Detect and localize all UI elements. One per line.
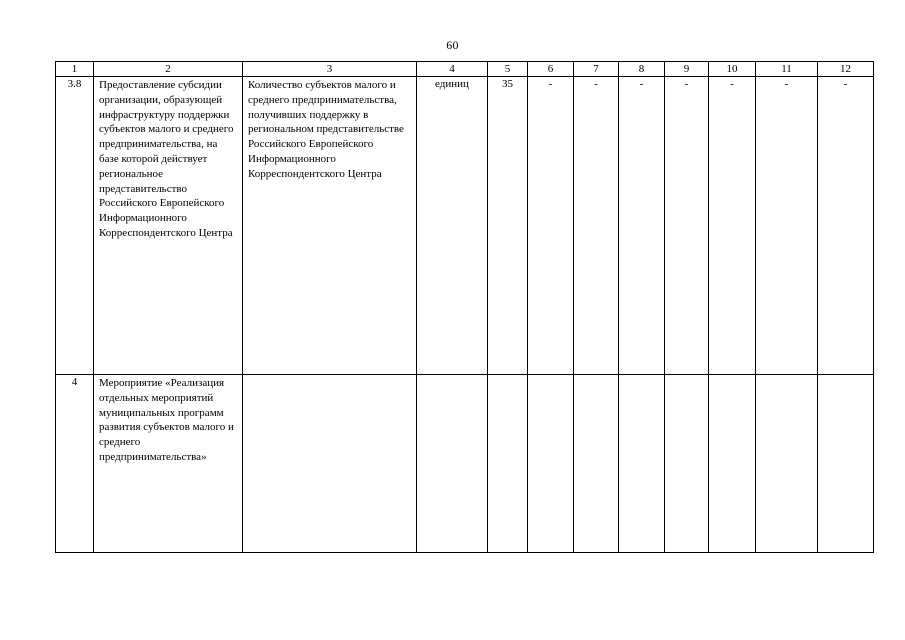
value-col-7: -: [574, 77, 619, 375]
value-col-8: [619, 375, 665, 553]
header-cell-4: 4: [417, 62, 488, 77]
event-name: Предоставление субсидии организации, образующей инфраструктуру поддержки субъектов малого и среднего предпринимательства, на базе которой действует региональное представительство Российского Европейского Информационного Корреспондентского Центра: [94, 77, 243, 375]
header-cell-7: 7: [574, 62, 619, 77]
value-col-8: -: [619, 77, 665, 375]
unit-of-measure: единиц: [417, 77, 488, 375]
page-number: 60: [446, 38, 459, 52]
value-col-6: [528, 375, 574, 553]
table-header-row: [56, 62, 874, 77]
value-col-11: -: [756, 77, 818, 375]
value-col-12: [818, 375, 874, 553]
header-cell-6: 6: [528, 62, 574, 77]
header-cell-11: 11: [756, 62, 818, 77]
header-cell-10: 10: [709, 62, 756, 77]
value-col-10: [709, 375, 756, 553]
header-cell-2: 2: [94, 62, 243, 77]
program-indicators-table: [55, 61, 874, 553]
value-col-10: -: [709, 77, 756, 375]
header-cell-8: 8: [619, 62, 665, 77]
value-col-9: [665, 375, 709, 553]
value-col-11: [756, 375, 818, 553]
table-row: [56, 77, 874, 375]
value-col-7: [574, 375, 619, 553]
row-number: 4: [56, 375, 94, 553]
value-col-12: -: [818, 77, 874, 375]
header-cell-5: 5: [488, 62, 528, 77]
value-col-5: [488, 375, 528, 553]
value-col-5: 35: [488, 77, 528, 375]
indicator-name: [243, 375, 417, 553]
event-name: Мероприятие «Реализация отдельных мероприятий муниципальных программ развития субъектов малого и среднего предпринимательства»: [94, 375, 243, 553]
header-cell-1: 1: [56, 62, 94, 77]
header-cell-3: 3: [243, 62, 417, 77]
table-row: [56, 375, 874, 553]
unit-of-measure: [417, 375, 488, 553]
value-col-9: -: [665, 77, 709, 375]
row-number: 3.8: [56, 77, 94, 375]
header-cell-12: 12: [818, 62, 874, 77]
header-cell-9: 9: [665, 62, 709, 77]
value-col-6: -: [528, 77, 574, 375]
indicator-name: Количество субъектов малого и среднего предпринимательства, получивших поддержку в региональном представительстве Российского Европейского Информационного Корреспондентского Центра: [243, 77, 417, 375]
